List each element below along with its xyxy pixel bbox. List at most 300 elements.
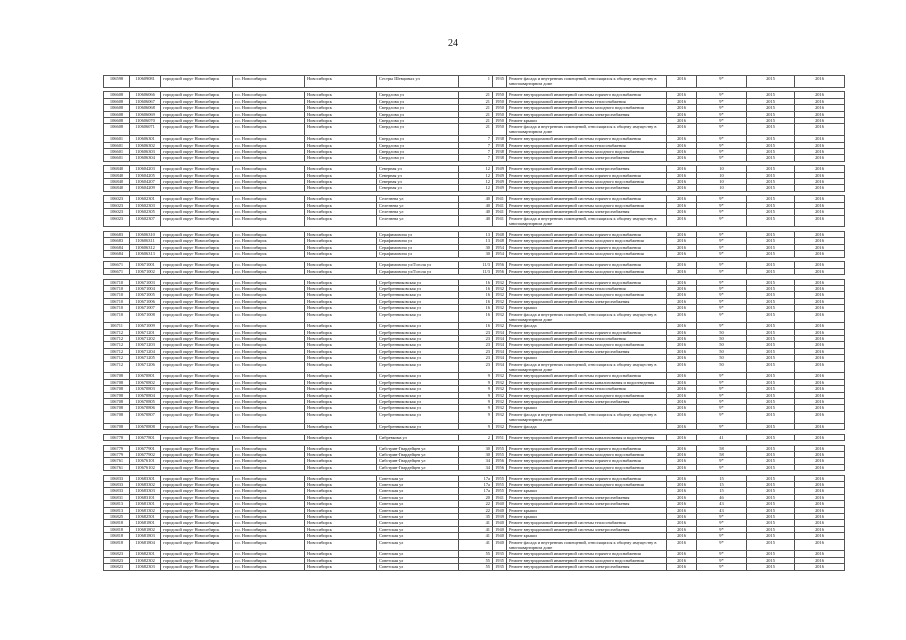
cell-end-year: 2016	[795, 238, 845, 244]
cell-plan-year: 2016	[667, 166, 697, 172]
cell-work-type: Ремонт внутридомовой инженерной системы теплоснабжения	[507, 386, 667, 392]
cell-house-number: 41	[459, 526, 493, 532]
cell-settlement-district: г.о. Новосибирск	[233, 494, 305, 500]
cell-end-year: 2016	[795, 244, 845, 250]
cell-start-year: 2015	[747, 262, 795, 268]
cell-house-number: 55	[459, 564, 493, 570]
cell-priority: 9*	[697, 202, 747, 208]
cell-city: Новосибирск	[305, 244, 377, 250]
cell-house-id: 106818	[104, 539, 130, 551]
cell-priority: 9*	[697, 196, 747, 202]
cell-record-id: 110606313	[130, 251, 161, 257]
cell-work-type: Ремонт внутридомовой инженерной системы холодного водоснабжения	[507, 179, 667, 185]
cell-start-year: 2015	[747, 142, 795, 148]
cell-street: Серебренниковская ул	[377, 311, 459, 323]
cell-end-year: 2016	[795, 179, 845, 185]
cell-plan-year: 2016	[667, 551, 697, 557]
cell-municipality: городской округ Новосибирск	[161, 279, 233, 285]
cell-build-year: 1932	[493, 423, 507, 429]
cell-build-year: 1955	[493, 488, 507, 494]
cell-plan-year: 2016	[667, 232, 697, 238]
cell-house-number: 9	[459, 399, 493, 405]
cell-end-year: 2016	[795, 464, 845, 470]
cell-house-id: 106833	[104, 488, 130, 494]
cell-start-year: 2015	[747, 405, 795, 411]
cell-settlement-district: г.о. Новосибирск	[233, 399, 305, 405]
cell-street: Советская ул	[377, 539, 459, 551]
cell-record-id: 110604209	[130, 185, 161, 191]
cell-end-year: 2016	[795, 423, 845, 429]
cell-municipality: городской округ Новосибирск	[161, 423, 233, 429]
cell-house-number: 21	[459, 117, 493, 123]
cell-priority: 50	[697, 355, 747, 361]
cell-priority: 9*	[697, 98, 747, 104]
cell-plan-year: 2016	[667, 520, 697, 526]
cell-city: Новосибирск	[305, 564, 377, 570]
cell-start-year: 2015	[747, 386, 795, 392]
cell-city: Новосибирск	[305, 458, 377, 464]
table-row	[104, 215, 845, 227]
cell-city: Новосибирск	[305, 507, 377, 513]
cell-priority: 10	[697, 179, 747, 185]
cell-house-number: 23	[459, 361, 493, 373]
cell-city: Новосибирск	[305, 215, 377, 227]
cell-house-id: 106711	[104, 323, 130, 329]
cell-city: Новосибирск	[305, 76, 377, 88]
cell-work-type: Ремонт внутридомовой инженерной системы электроснабжения	[507, 298, 667, 304]
cell-end-year: 2016	[795, 166, 845, 172]
cell-house-number: 30	[459, 251, 493, 257]
cell-end-year: 2016	[795, 155, 845, 161]
cell-house-number: 55	[459, 551, 493, 557]
cell-work-type: Ремонт внутридомовой инженерной системы горячего водоснабжения	[507, 172, 667, 178]
cell-house-id: 106710	[104, 279, 130, 285]
cell-priority: 9*	[697, 564, 747, 570]
cell-end-year: 2016	[795, 251, 845, 257]
cell-street: Северная ул	[377, 166, 459, 172]
cell-settlement-district: г.о. Новосибирск	[233, 196, 305, 202]
cell-settlement-district: г.о. Новосибирск	[233, 311, 305, 323]
cell-end-year: 2016	[795, 501, 845, 507]
table-row	[104, 76, 845, 88]
cell-end-year: 2016	[795, 268, 845, 274]
cell-city: Новосибирск	[305, 232, 377, 238]
cell-plan-year: 2016	[667, 445, 697, 451]
cell-house-id: 106684	[104, 244, 130, 250]
cell-start-year: 2015	[747, 305, 795, 311]
cell-city: Новосибирск	[305, 238, 377, 244]
cell-city: Новосибирск	[305, 292, 377, 298]
cell-settlement-district: г.о. Новосибирск	[233, 136, 305, 142]
cell-start-year: 2015	[747, 76, 795, 88]
cell-start-year: 2015	[747, 279, 795, 285]
cell-street: Советская ул	[377, 501, 459, 507]
cell-build-year: 1932	[493, 305, 507, 311]
cell-settlement-district: г.о. Новосибирск	[233, 238, 305, 244]
cell-priority: 9*	[697, 399, 747, 405]
cell-build-year: 1949	[493, 172, 507, 178]
cell-municipality: городской округ Новосибирск	[161, 386, 233, 392]
cell-municipality: городской округ Новосибирск	[161, 202, 233, 208]
cell-house-number: 1	[459, 76, 493, 88]
cell-street: Серафимовича ул	[377, 232, 459, 238]
cell-priority: 15	[697, 475, 747, 481]
cell-build-year: 1932	[493, 323, 507, 329]
cell-priority: 9*	[697, 539, 747, 551]
cell-street: Советская ул	[377, 488, 459, 494]
cell-end-year: 2016	[795, 551, 845, 557]
cell-build-year: 1932	[493, 311, 507, 323]
cell-work-type: Ремонт внутридомовой инженерной системы холодного водоснабжения	[507, 292, 667, 298]
cell-end-year: 2016	[795, 488, 845, 494]
cell-municipality: городской округ Новосибирск	[161, 405, 233, 411]
cell-start-year: 2015	[747, 557, 795, 563]
cell-plan-year: 2016	[667, 179, 697, 185]
cell-build-year: 1932	[493, 399, 507, 405]
cell-house-id: 106023	[104, 202, 130, 208]
cell-record-id: 110677801	[130, 434, 161, 440]
cell-build-year: 1955	[493, 475, 507, 481]
cell-settlement-district: г.о. Новосибирск	[233, 268, 305, 274]
cell-house-id: 106684	[104, 251, 130, 257]
cell-municipality: городской округ Новосибирск	[161, 464, 233, 470]
cell-plan-year: 2016	[667, 148, 697, 154]
cell-settlement-district: г.о. Новосибирск	[233, 155, 305, 161]
cell-street: Сибстрин-Гвардейцев ул	[377, 451, 459, 457]
cell-start-year: 2015	[747, 98, 795, 104]
cell-city: Новосибирск	[305, 196, 377, 202]
cell-work-type: Ремонт крыши	[507, 355, 667, 361]
cell-settlement-district: г.о. Новосибирск	[233, 179, 305, 185]
cell-record-id: 110604205	[130, 172, 161, 178]
table-row	[104, 361, 845, 373]
cell-street: Свердлова ул	[377, 124, 459, 136]
cell-city: Новосибирск	[305, 539, 377, 551]
cell-end-year: 2016	[795, 142, 845, 148]
cell-work-type: Ремонт внутридомовой инженерной системы холодного водоснабжения	[507, 557, 667, 563]
cell-priority: 9*	[697, 373, 747, 379]
cell-record-id: 110681302	[130, 507, 161, 513]
cell-city: Новосибирск	[305, 262, 377, 268]
cell-house-id: 106708	[104, 423, 130, 429]
cell-municipality: городской округ Новосибирск	[161, 564, 233, 570]
cell-street: Селезнева ул	[377, 196, 459, 202]
cell-municipality: городской округ Новосибирск	[161, 251, 233, 257]
cell-priority: 50	[697, 329, 747, 335]
cell-house-id: 106840	[104, 172, 130, 178]
cell-house-number: 41	[459, 533, 493, 539]
cell-house-number: 23	[459, 336, 493, 342]
cell-record-id: 110671206	[130, 361, 161, 373]
cell-plan-year: 2016	[667, 507, 697, 513]
cell-work-type: Ремонт внутридомовой инженерной системы холодного водоснабжения	[507, 148, 667, 154]
cell-build-year: 1954	[493, 244, 507, 250]
cell-plan-year: 2016	[667, 172, 697, 178]
cell-work-type: Ремонт фасада и внутренних помещений, относящихся к общему имуществу в многоквартирном доме	[507, 76, 667, 88]
cell-street: Серебренниковская ул	[377, 361, 459, 373]
cell-house-id: 106833	[104, 475, 130, 481]
cell-street: Серебренниковская ул	[377, 323, 459, 329]
cell-start-year: 2015	[747, 533, 795, 539]
cell-record-id: 110681801	[130, 520, 161, 526]
cell-municipality: городской округ Новосибирск	[161, 482, 233, 488]
cell-priority: 9*	[697, 379, 747, 385]
cell-end-year: 2016	[795, 482, 845, 488]
cell-city: Новосибирск	[305, 305, 377, 311]
cell-house-number: 12	[459, 172, 493, 178]
cell-build-year: 1954	[493, 251, 507, 257]
cell-street: Северная ул	[377, 172, 459, 178]
cell-priority: 9*	[697, 533, 747, 539]
cell-house-id: 106823	[104, 551, 130, 557]
cell-house-number: 16	[459, 292, 493, 298]
cell-city: Новосибирск	[305, 105, 377, 111]
cell-build-year: 1941	[493, 215, 507, 227]
cell-priority: 15	[697, 488, 747, 494]
cell-municipality: городской округ Новосибирск	[161, 488, 233, 494]
cell-end-year: 2016	[795, 117, 845, 123]
cell-work-type: Ремонт внутридомовой инженерной системы канализования и водоотведения	[507, 379, 667, 385]
cell-settlement-district: г.о. Новосибирск	[233, 423, 305, 429]
cell-priority: 9*	[697, 92, 747, 98]
cell-municipality: городской округ Новосибирск	[161, 336, 233, 342]
cell-work-type: Ремонт внутридомовой инженерной системы горячего водоснабжения	[507, 445, 667, 451]
cell-plan-year: 2016	[667, 348, 697, 354]
cell-work-type: Ремонт фасада и внутренних помещений, относящихся к общему имуществу в многоквартирном доме	[507, 124, 667, 136]
cell-priority: 9*	[697, 148, 747, 154]
cell-city: Новосибирск	[305, 155, 377, 161]
cell-start-year: 2015	[747, 196, 795, 202]
cell-record-id: 110606067	[130, 98, 161, 104]
cell-start-year: 2015	[747, 464, 795, 470]
cell-house-number: 7	[459, 155, 493, 161]
cell-record-id: 110681802	[130, 526, 161, 532]
cell-record-id: 110670808	[130, 423, 161, 429]
cell-street: Свердлова ул	[377, 148, 459, 154]
cell-record-id: 110606310	[130, 232, 161, 238]
cell-end-year: 2016	[795, 494, 845, 500]
cell-record-id: 110670802	[130, 379, 161, 385]
cell-settlement-district: г.о. Новосибирск	[233, 348, 305, 354]
cell-plan-year: 2016	[667, 215, 697, 227]
cell-work-type: Ремонт внутридомовой инженерной системы электроснабжения	[507, 185, 667, 191]
cell-house-number: 41	[459, 539, 493, 551]
cell-work-type: Ремонт внутридомовой инженерной системы электроснабжения	[507, 348, 667, 354]
cell-settlement-district: г.о. Новосибирск	[233, 533, 305, 539]
cell-plan-year: 2016	[667, 411, 697, 423]
cell-record-id: 110677902	[130, 451, 161, 457]
cell-plan-year: 2016	[667, 526, 697, 532]
cell-settlement-district: г.о. Новосибирск	[233, 482, 305, 488]
cell-settlement-district: г.о. Новосибирск	[233, 475, 305, 481]
cell-plan-year: 2016	[667, 298, 697, 304]
cell-city: Новосибирск	[305, 399, 377, 405]
cell-work-type: Ремонт внутридомовой инженерной системы электроснабжения	[507, 166, 667, 172]
cell-street: Серебренниковская ул	[377, 392, 459, 398]
cell-plan-year: 2016	[667, 305, 697, 311]
cell-house-id: 106023	[104, 196, 130, 202]
cell-municipality: городской округ Новосибирск	[161, 311, 233, 323]
cell-start-year: 2015	[747, 117, 795, 123]
cell-settlement-district: г.о. Новосибирск	[233, 501, 305, 507]
cell-municipality: городской округ Новосибирск	[161, 298, 233, 304]
cell-priority: 9*	[697, 105, 747, 111]
cell-city: Новосибирск	[305, 464, 377, 470]
cell-house-id: 106608	[104, 92, 130, 98]
cell-settlement-district: г.о. Новосибирск	[233, 551, 305, 557]
cell-record-id: 110670806	[130, 405, 161, 411]
cell-record-id: 110671006	[130, 298, 161, 304]
cell-city: Новосибирск	[305, 379, 377, 385]
cell-street: Свердлова ул	[377, 98, 459, 104]
cell-priority: 9*	[697, 551, 747, 557]
cell-settlement-district: г.о. Новосибирск	[233, 185, 305, 191]
cell-work-type: Ремонт внутридомовой инженерной системы холодного водоснабжения	[507, 251, 667, 257]
cell-house-id: 106608	[104, 105, 130, 111]
cell-house-id: 106710	[104, 311, 130, 323]
cell-house-id: 106818	[104, 520, 130, 526]
cell-build-year: 1950	[493, 111, 507, 117]
cell-start-year: 2015	[747, 355, 795, 361]
cell-work-type: Ремонт внутридомовой инженерной системы горячего водоснабжения	[507, 458, 667, 464]
cell-end-year: 2016	[795, 458, 845, 464]
cell-build-year: 1932	[493, 279, 507, 285]
cell-priority: 9*	[697, 464, 747, 470]
cell-record-id: 110682302	[130, 557, 161, 563]
cell-street: Сибстрин-Гвардейцев ул	[377, 464, 459, 470]
cell-end-year: 2016	[795, 348, 845, 354]
cell-build-year: 1935	[493, 564, 507, 570]
cell-work-type: Ремонт фасада и внутренних помещений, относящихся к общему имуществу в многоквартирном доме	[507, 411, 667, 423]
cell-start-year: 2015	[747, 92, 795, 98]
cell-house-number: 16	[459, 298, 493, 304]
cell-build-year: 1941	[493, 202, 507, 208]
cell-municipality: городской округ Новосибирск	[161, 244, 233, 250]
cell-city: Новосибирск	[305, 311, 377, 323]
cell-city: Новосибирск	[305, 268, 377, 274]
cell-house-id: 106710	[104, 305, 130, 311]
cell-municipality: городской округ Новосибирск	[161, 526, 233, 532]
cell-street: Советская ул	[377, 526, 459, 532]
cell-end-year: 2016	[795, 136, 845, 142]
cell-work-type: Ремонт внутридомовой инженерной системы электроснабжения	[507, 526, 667, 532]
cell-city: Новосибирск	[305, 361, 377, 373]
cell-end-year: 2016	[795, 76, 845, 88]
cell-plan-year: 2016	[667, 557, 697, 563]
cell-priority: 9*	[697, 268, 747, 274]
cell-build-year: 1935	[493, 76, 507, 88]
cell-work-type: Ремонт внутридомовой инженерной системы холодного водоснабжения	[507, 268, 667, 274]
cell-start-year: 2015	[747, 348, 795, 354]
cell-build-year: 1934	[493, 329, 507, 335]
cell-build-year: 1932	[493, 298, 507, 304]
page-number: 24	[448, 38, 458, 49]
cell-house-number: 21	[459, 98, 493, 104]
cell-end-year: 2016	[795, 279, 845, 285]
cell-plan-year: 2016	[667, 117, 697, 123]
cell-house-id: 106023	[104, 215, 130, 227]
cell-start-year: 2015	[747, 423, 795, 429]
cell-municipality: городской округ Новосибирск	[161, 411, 233, 423]
cell-priority: 9*	[697, 386, 747, 392]
cell-end-year: 2016	[795, 399, 845, 405]
cell-start-year: 2015	[747, 185, 795, 191]
cell-start-year: 2015	[747, 458, 795, 464]
cell-city: Новосибирск	[305, 172, 377, 178]
cell-plan-year: 2016	[667, 202, 697, 208]
cell-end-year: 2016	[795, 232, 845, 238]
cell-settlement-district: г.о. Новосибирск	[233, 232, 305, 238]
cell-build-year: 1938	[493, 155, 507, 161]
cell-house-number: 11/3	[459, 268, 493, 274]
cell-work-type: Ремонт крыши	[507, 117, 667, 123]
cell-city: Новосибирск	[305, 298, 377, 304]
cell-house-id: 106712	[104, 329, 130, 335]
cell-municipality: городской округ Новосибирск	[161, 76, 233, 88]
cell-record-id: 110683302	[130, 482, 161, 488]
cell-record-id: 110671009	[130, 323, 161, 329]
cell-city: Новосибирск	[305, 373, 377, 379]
cell-start-year: 2015	[747, 494, 795, 500]
cell-city: Новосибирск	[305, 285, 377, 291]
cell-municipality: городской округ Новосибирск	[161, 458, 233, 464]
cell-street: Серафимовича ул	[377, 244, 459, 250]
cell-plan-year: 2016	[667, 124, 697, 136]
cell-priority: 43	[697, 501, 747, 507]
cell-end-year: 2016	[795, 520, 845, 526]
cell-start-year: 2015	[747, 434, 795, 440]
cell-record-id: 110677901	[130, 445, 161, 451]
cell-end-year: 2016	[795, 305, 845, 311]
cell-settlement-district: г.о. Новосибирск	[233, 520, 305, 526]
cell-street: Серебренниковская ул	[377, 292, 459, 298]
cell-house-number: 9	[459, 373, 493, 379]
cell-build-year: 1956	[493, 458, 507, 464]
cell-house-id: 106710	[104, 292, 130, 298]
cell-work-type: Ремонт внутридомовой инженерной системы холодного водоснабжения	[507, 238, 667, 244]
cell-city: Новосибирск	[305, 179, 377, 185]
cell-start-year: 2015	[747, 136, 795, 142]
cell-settlement-district: г.о. Новосибирск	[233, 111, 305, 117]
cell-street: Советская ул	[377, 482, 459, 488]
cell-priority: 10	[697, 172, 747, 178]
cell-end-year: 2016	[795, 262, 845, 268]
cell-priority: 9*	[697, 520, 747, 526]
cell-settlement-district: г.о. Новосибирск	[233, 434, 305, 440]
cell-city: Новосибирск	[305, 111, 377, 117]
cell-build-year: 1941	[493, 196, 507, 202]
cell-end-year: 2016	[795, 196, 845, 202]
cell-end-year: 2016	[795, 209, 845, 215]
cell-house-number: 9	[459, 405, 493, 411]
cell-municipality: городской округ Новосибирск	[161, 136, 233, 142]
cell-end-year: 2016	[795, 361, 845, 373]
cell-end-year: 2016	[795, 533, 845, 539]
cell-build-year: 1932	[493, 386, 507, 392]
cell-work-type: Ремонт внутридомовой инженерной системы теплоснабжения	[507, 142, 667, 148]
cell-house-id: 106779	[104, 445, 130, 451]
cell-record-id: 110670803	[130, 386, 161, 392]
cell-work-type: Ремонт внутридомовой инженерной системы электроснабжения	[507, 209, 667, 215]
cell-house-number: 16	[459, 285, 493, 291]
cell-build-year: 1938	[493, 148, 507, 154]
cell-plan-year: 2016	[667, 323, 697, 329]
cell-street: Серафимовича ул/Гоголя ул	[377, 268, 459, 274]
cell-plan-year: 2016	[667, 76, 697, 88]
cell-street: Свердлова ул	[377, 92, 459, 98]
cell-street: Советская ул	[377, 520, 459, 526]
cell-record-id: 110670805	[130, 399, 161, 405]
